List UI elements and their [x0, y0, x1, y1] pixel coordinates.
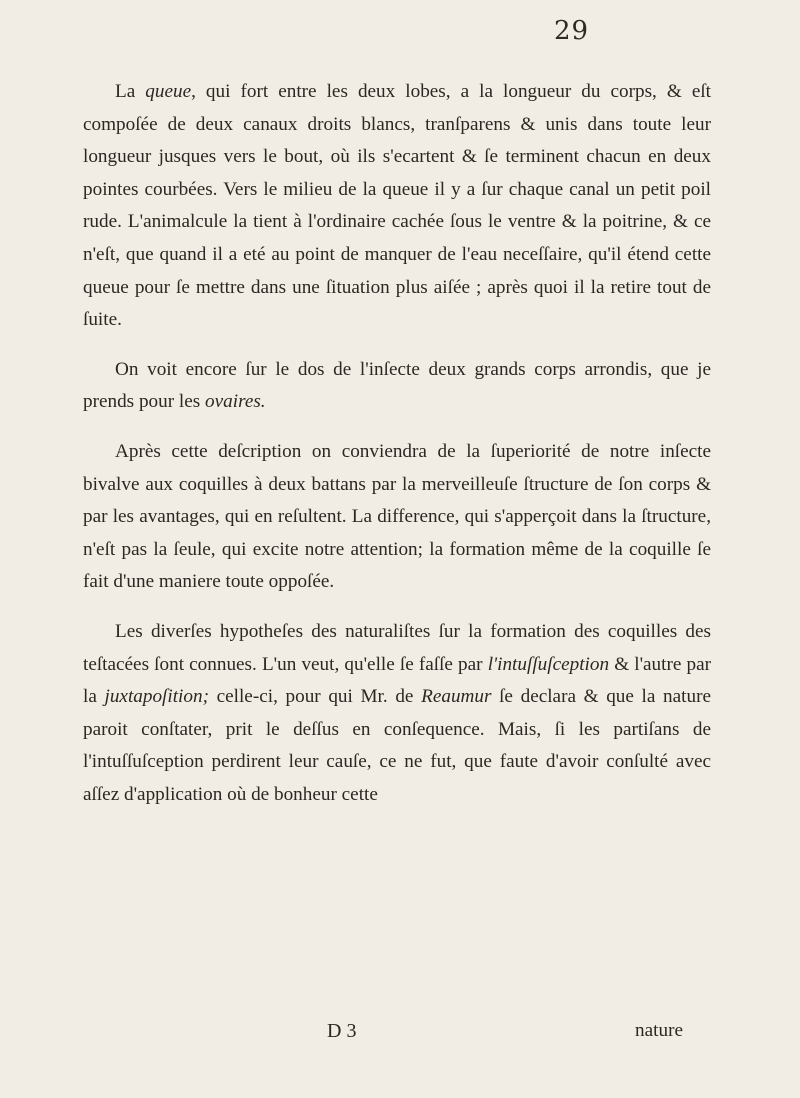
body-text: [83, 76, 711, 811]
italic-term: ovaires.: [205, 391, 266, 413]
text-segment: La: [115, 81, 146, 102]
paragraph-1: [83, 76, 711, 337]
italic-term: queue: [145, 81, 192, 102]
italic-term: l'intuſſuſception: [487, 653, 610, 675]
catchword: nature: [635, 1020, 683, 1041]
text-segment: Après cette deſcription on conviendra de la ſuperiorité de notre inſecte bivalve aux coquilles à deux battans par la merveilleuſe ſtructure de ſon corps & par les avantages, qui en reſultent. La difference, qui s'apperçoit dans la ſtructure, n'eſt pas la ſeule, qui excite notre attention; la formation même de la coquille ſe fait d'une maniere toute oppoſée.: [83, 440, 711, 593]
text-segment: celle-ci, pour qui Mr. de: [208, 686, 422, 708]
signature-mark: D 3: [327, 1020, 357, 1042]
paragraph-2: [83, 354, 711, 419]
text-segment: & l'autre par la: [83, 653, 712, 708]
text-segment: ſe declara & que la nature paroit conſtater, prit le deſſus en conſequence. Mais, ſi les partiſans de l'intuſſuſception perdirent leur cauſe, ce ne fut, que faute d'avoir conſulté avec aſſez d'application où de bonheur cette: [83, 686, 711, 805]
text-segment: , qui fort entre les deux lobes, a la longueur du corps, & eſt compoſée de deux canaux droits blancs, tranſparens & unis dans toute leur longueur jusques vers le bout, où ils s'ecartent & ſe terminent chacun en deux pointes courbées. Vers le milieu de la queue il y a ſur chaque canal un petit poil rude. L'animalcule la tient à l'ordinaire cachée ſous le ventre & la poitrine, & ce n'eſt, que quand il a eté au point de manquer de l'eau neceſſaire, qu'il étend cette queue pour ſe mettre dans une ſituation plus aiſée ; après quoi il la retire tout de ſuite.: [83, 81, 711, 331]
text-segment: On voit encore ſur le dos de l'inſecte deux grands corps arrondis, que je prends pour les: [83, 358, 711, 413]
page-number: 29: [554, 16, 590, 46]
italic-term: juxtapoſition;: [104, 686, 209, 708]
text-segment: Les diverſes hypotheſes des naturaliſtes ſur la formation des coquilles des teſtacées ſont connues. L'un veut, qu'elle ſe faſſe par: [83, 620, 711, 675]
italic-term: Reaumur: [421, 686, 492, 708]
page-footer: [83, 1020, 711, 1056]
paragraph-4: [83, 616, 711, 812]
paragraph-3: [83, 436, 711, 599]
